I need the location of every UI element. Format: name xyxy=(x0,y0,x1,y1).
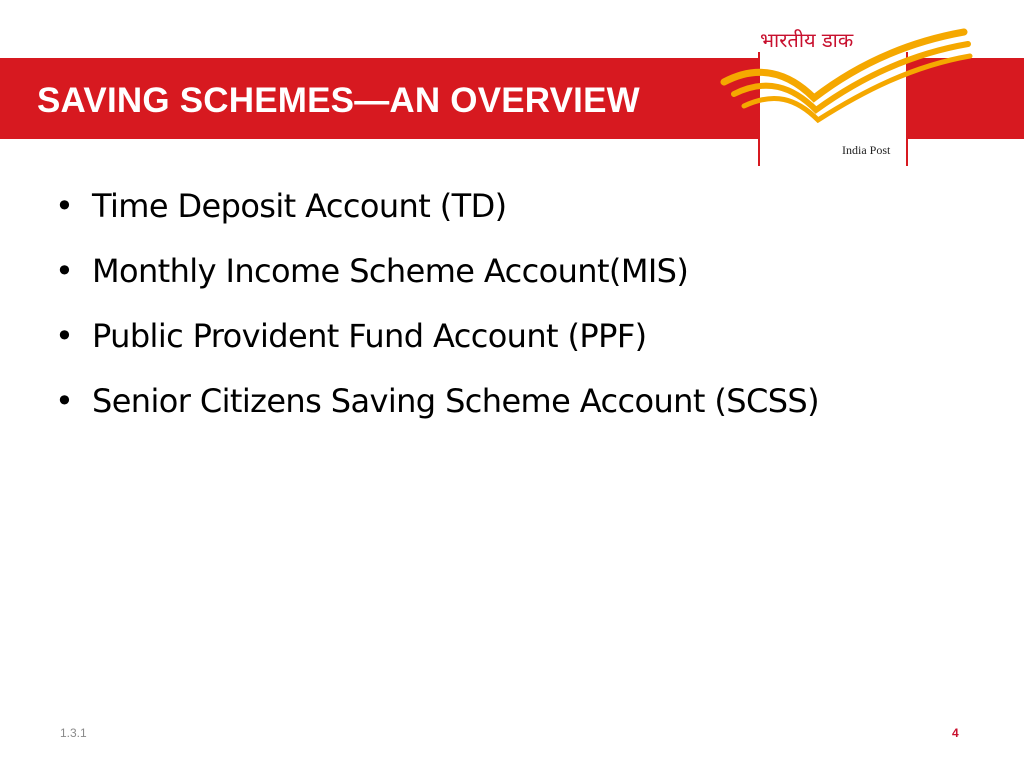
bullet-icon: • xyxy=(55,317,74,355)
bullet-icon: • xyxy=(55,252,74,290)
bullet-text: Monthly Income Scheme Account(MIS) xyxy=(92,252,689,290)
list-item xyxy=(55,243,819,308)
india-post-logo xyxy=(718,24,978,164)
bullet-icon: • xyxy=(55,187,74,225)
bullet-list xyxy=(55,178,819,438)
list-item xyxy=(55,308,819,373)
bullet-icon: • xyxy=(55,382,74,420)
slide-title: SAVING SCHEMES—AN OVERVIEW xyxy=(37,81,640,120)
bullet-text: Public Provident Fund Account (PPF) xyxy=(92,317,647,355)
list-item xyxy=(55,373,819,438)
logo-english-text: India Post xyxy=(842,143,891,157)
list-item xyxy=(55,178,819,243)
logo-hindi-text: भारतीय डाक xyxy=(760,28,854,52)
bullet-text: Time Deposit Account (TD) xyxy=(92,187,507,225)
page-number: 4 xyxy=(952,726,959,740)
bullet-text: Senior Citizens Saving Scheme Account (SCSS) xyxy=(92,382,820,420)
footer-section-label: 1.3.1 xyxy=(60,726,87,740)
